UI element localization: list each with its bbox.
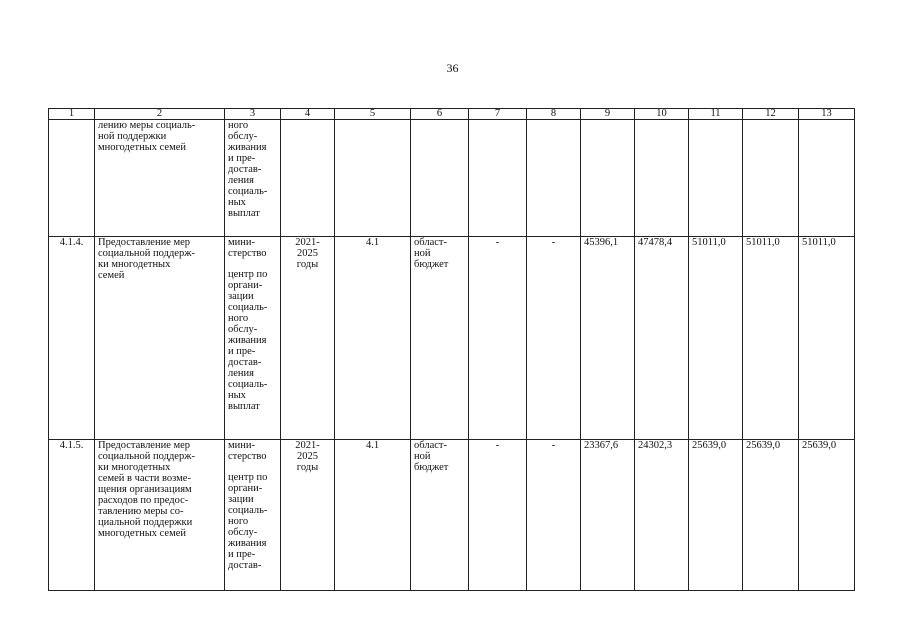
cell-c11: 51011,0: [689, 237, 743, 440]
cell-c11: [689, 120, 743, 237]
cell-source: област- ной бюджет: [411, 237, 469, 440]
column-number: 4: [281, 109, 335, 120]
executor-center: центр по органи- зации социаль- ного обслу- живания и пре- достав-: [228, 472, 268, 571]
page-number: 36: [446, 61, 459, 75]
cell-c11: 25639,0: [689, 440, 743, 591]
cell-c7: -: [469, 440, 527, 591]
column-number: 11: [689, 109, 743, 120]
cell-name: Предоставление мер социальной поддерж- ки многодетных семей в части возме- щения организациям расходов по предос- тавлению меры со- циальной поддержки многодетных семей: [95, 440, 225, 591]
executor-ministry: мини- стерство: [228, 440, 267, 462]
cell-c8: -: [527, 440, 581, 591]
column-number: 9: [581, 109, 635, 120]
column-number: 7: [469, 109, 527, 120]
executor-ministry: мини- стерство: [228, 237, 267, 259]
cell-c13: 51011,0: [799, 237, 855, 440]
table-row: [49, 237, 855, 440]
cell-c7: -: [469, 237, 527, 440]
cell-source: област- ной бюджет: [411, 440, 469, 591]
cell-id: [49, 120, 95, 237]
cell-c9: 45396,1: [581, 237, 635, 440]
cell-period: 2021- 2025 годы: [281, 237, 335, 440]
table-row: [49, 440, 855, 591]
column-number: 6: [411, 109, 469, 120]
cell-id: 4.1.5.: [49, 440, 95, 591]
column-number: 12: [743, 109, 799, 120]
column-number: 13: [799, 109, 855, 120]
cell-period: 2021- 2025 годы: [281, 440, 335, 591]
executor-center: центр по органи- зации социаль- ного обслу- живания и пре- достав- ления социаль- ных выплат: [228, 269, 268, 412]
column-number: 2: [95, 109, 225, 120]
cell-source: [411, 120, 469, 237]
cell-c12: 51011,0: [743, 237, 799, 440]
cell-id: 4.1.4.: [49, 237, 95, 440]
column-number-row: [49, 109, 855, 120]
cell-name: Предоставление мер социальной поддерж- ки многодетных семей: [95, 237, 225, 440]
table-row-continuation: [49, 120, 855, 237]
column-number: 8: [527, 109, 581, 120]
column-number: 10: [635, 109, 689, 120]
cell-c12: 25639,0: [743, 440, 799, 591]
budget-table: [48, 108, 855, 591]
cell-c9: 23367,6: [581, 440, 635, 591]
cell-code: 4.1: [335, 237, 411, 440]
column-number: 1: [49, 109, 95, 120]
cell-executor: [225, 237, 281, 440]
cell-c13: 25639,0: [799, 440, 855, 591]
cell-c12: [743, 120, 799, 237]
cell-code: [335, 120, 411, 237]
cell-c8: -: [527, 237, 581, 440]
column-number: 5: [335, 109, 411, 120]
cell-executor: ного обслу- живания и пре- достав- ления социаль- ных выплат: [225, 120, 281, 237]
cell-period: [281, 120, 335, 237]
cell-c13: [799, 120, 855, 237]
column-number: 3: [225, 109, 281, 120]
cell-c10: 47478,4: [635, 237, 689, 440]
cell-code: 4.1: [335, 440, 411, 591]
cell-c7: [469, 120, 527, 237]
cell-c9: [581, 120, 635, 237]
cell-c10: 24302,3: [635, 440, 689, 591]
cell-c8: [527, 120, 581, 237]
cell-c10: [635, 120, 689, 237]
cell-executor: [225, 440, 281, 591]
cell-name: лению меры социаль- ной поддержки многодетных семей: [95, 120, 225, 237]
